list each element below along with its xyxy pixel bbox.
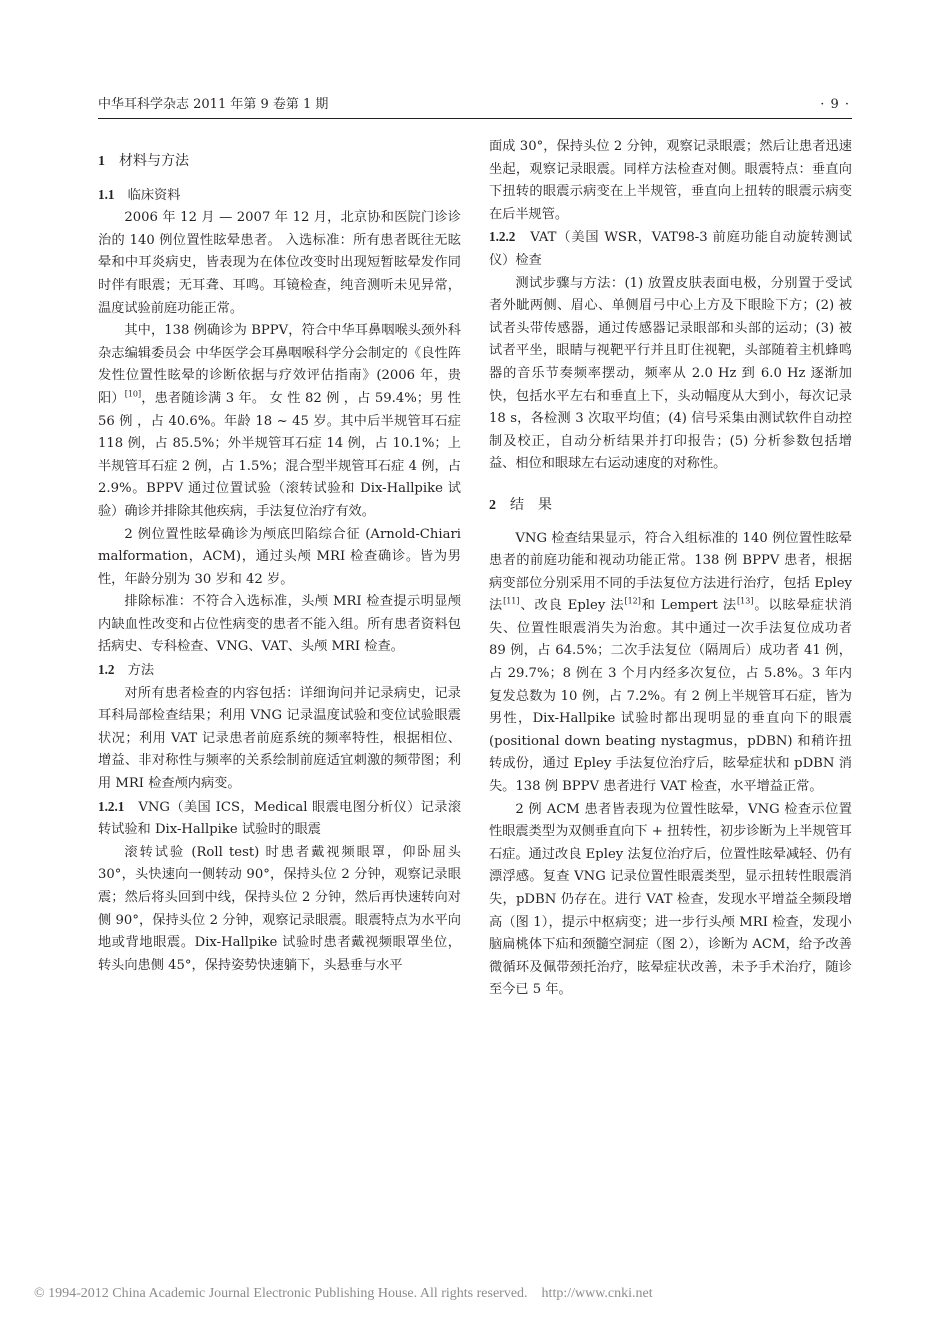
section-heading [489, 494, 852, 518]
page-number: · 9 · [820, 97, 850, 112]
subsection-heading [489, 226, 852, 272]
citation: [11] [503, 596, 520, 606]
subsection-heading [98, 184, 461, 208]
journal-title: 中华耳科学杂志 2011 年第 9 卷第 1 期 [98, 97, 329, 112]
text-run: ，患者随诊满 3 年。 女 性 82 例 ，占 59.4%；男 性 56 例 ，占 40.6%。年龄 18 ~ 45 岁。其中后半规管耳石症 118 例，占 85.5%；外半规管耳石症 14 例，占 10.1%；上半规管耳石症 2 例，占 1.5%；混合型半规管耳石症 4 例，占 2.9%。BPPV 通过位置试验（滚转试验和 Dix-Hallpike 试验）确诊并排除其他疾病，手法复位治疗有效。 [98, 390, 461, 519]
subsection-number: 1.2 [98, 662, 115, 678]
citation: [10] [124, 389, 142, 399]
left-column [98, 136, 461, 977]
paragraph: 2 例 ACM 患者皆表现为位置性眩晕，VNG 检查示位置性眼震类型为双侧垂直向下 + 扭转性，初步诊断为上半规管耳石症。通过改良 Epley 法复位治疗后，位置性眩晕减轻、仍有漂浮感。复查 VNG 记录位置性眼震类型，显示扭转性眼震消失，pDBN 仍存在。进行 VAT 检查，发现水平增益全频段增高（图 1），提示中枢病变；进一步行头颅 MRI 检查，发现小脑扁桃体下疝和颈髓空洞症（图 2），诊断为 ACM，给予改善微循环及佩带颈托治疗，眩晕症状改善，未予手术治疗，随诊至今已 5 年。 [489, 801, 852, 998]
right-column [489, 136, 852, 1002]
subsection-title: VNG（美国 ICS，Medical 眼震电图分析仪）记录滚转试验和 Dix-Hallpike 试验时的眼震 [98, 799, 462, 838]
subsection-number: 1.2.1 [98, 798, 125, 814]
header-rule [98, 118, 852, 119]
subsection-title: 方法 [127, 663, 155, 679]
running-header [98, 94, 850, 116]
section-number: 1 [98, 154, 105, 169]
text-run: 其中，138 例确诊为 BPPV，符合中华耳鼻咽喉头颈外科杂志编辑委员会 中华医学会耳鼻咽喉科学分会制定的《良性阵发性位置性眩晕的诊断依据与疗效评估指南》(2006 年，贵阳） [98, 323, 461, 406]
paragraph [489, 528, 852, 799]
text-run: 。以眩晕症状消失、位置性眼震消失为治愈。其中通过一次手法复位成功者 89 例，占 64.5%；二次手法复位（隔周后）成功者 41 例，占 29.7%；8 例在 3 个月内经多次复位，占 5.8%。3 年内复发总数为 10 例，占 7.2%。有 2 例上半规管耳石症，皆为男性，Dix-Hallpike 试验时都出现明显的垂直向下的眼震 (positional down beating nystagmus，pDBN) 和稍许扭转成份，通过 Epley 手法复位治疗后，眩晕症状和 pDBN 消失。138 例 BPPV 患者进行 VAT 检查，水平增益正常。 [489, 598, 853, 795]
section-heading [98, 150, 461, 174]
citation: [13] [737, 596, 754, 606]
section-title: 结 果 [510, 496, 552, 513]
paragraph: 滚转试验 (Roll test) 时患者戴视频眼罩，仰卧屈头 30°，头快速向一侧转动 90°，保持头位 2 分钟，观察记录眼震；然后将头回到中线，保持头位 2 分钟，然后再快速转向对侧 90°，保持头位 2 分钟，观察记录眼震。眼震特点为水平向地或背地眼震。Dix-Hallpike 试验时患者戴视频眼罩坐位，转头向患侧 45°，保持姿势快速躺下，头悬垂与水平 [98, 844, 461, 973]
paragraph: 2006 年 12 月 — 2007 年 12 月，北京协和医院门诊诊治的 140 例位置性眩晕患者。 入选标准：所有患者既往无眩晕和中耳炎病史，皆表现为在体位改变时出现短暂眩晕发作同时伴有眼震；无耳聋、耳鸣。耳镜检查，纯音测听未见异常，温度试验前庭功能正常。 [98, 210, 461, 316]
text-run: 和 Lempert 法 [640, 598, 738, 614]
subsection-heading [98, 659, 461, 683]
paragraph: 对所有患者检查的内容包括：详细询问并记录病史，记录耳科局部检查结果；利用 VNG 记录温度试验和变位试验眼震状况；利用 VAT 记录患者前庭系统的频率特性，根据相位、增益、非对称性与频率的关系绘制前庭适宜刺激的频带图；利用 MRI 检查颅内病变。 [98, 685, 461, 792]
subsection-number: 1.1 [98, 186, 115, 202]
citation: [12] [624, 596, 641, 606]
copyright-footer: © 1994-2012 China Academic Journal Electronic Publishing House. All rights reserved. http://www.cnki.net [34, 1286, 653, 1301]
section-number: 2 [489, 497, 496, 513]
paragraph: 2 例位置性眩晕确诊为颅底凹陷综合征 (Arnold-Chiari malformation，ACM)，通过头颅 MRI 检查确诊。皆为男性，年龄分别为 30 岁和 42 岁。 [98, 526, 461, 587]
subsection-number: 1.2.2 [489, 229, 516, 245]
text-run: 、改良 Epley 法 [519, 598, 625, 614]
subsection-heading [98, 796, 461, 842]
paragraph: 测试步骤与方法：(1) 放置皮肤表面电极，分别置于受试者外眦两侧、眉心、单侧眉弓中心上方及下眼睑下方；(2) 被试者头带传感器，通过传感器记录眼部和头部的运动；(3) 被试者平坐，眼睛与视靶平行并且盯住视靶，头部随着主机蜂鸣器的音乐节奏频率摆动，频率从 2.0 Hz 到 6.0 Hz 逐渐加快，包括水平左右和垂直上下，头动幅度从大到小，每次记录 18 s，各检测 3 次取平均值；(4) 信号采集由测试软件自动控制及校正，自动分析结果并打印报告；(5) 分析参数包括增益、相位和眼球左右运动速度的对称性。 [489, 275, 852, 472]
section-title: 材料与方法 [119, 153, 189, 169]
subsection-title: VAT（美国 WSR，VAT98-3 前庭功能自动旋转测试仪）检查 [489, 230, 852, 268]
paragraph [98, 320, 461, 523]
text-run: VNG 检查结果显示，符合入组标准的 140 例位置性眩晕患者的前庭功能和视动功能正常。138 例 BPPV 患者，根据病变部位分别采用不同的手法复位方法进行治疗，包括 Epley 法 [489, 530, 852, 614]
paragraph: 面成 30°，保持头位 2 分钟，观察记录眼震；然后让患者迅速坐起，观察记录眼震。同样方法检查对侧。眼震特点：垂直向下扭转的眼震示病变在上半规管，垂直向上扭转的眼震示病变在后半规管。 [489, 139, 852, 222]
paragraph: 排除标准：不符合入选标准，头颅 MRI 检查提示明显颅内缺血性改变和占位性病变的患者不能入组。所有患者资料包括病史、专科检查、VNG、VAT、头颅 MRI 检查。 [98, 594, 461, 655]
subsection-title: 临床资料 [127, 187, 181, 203]
